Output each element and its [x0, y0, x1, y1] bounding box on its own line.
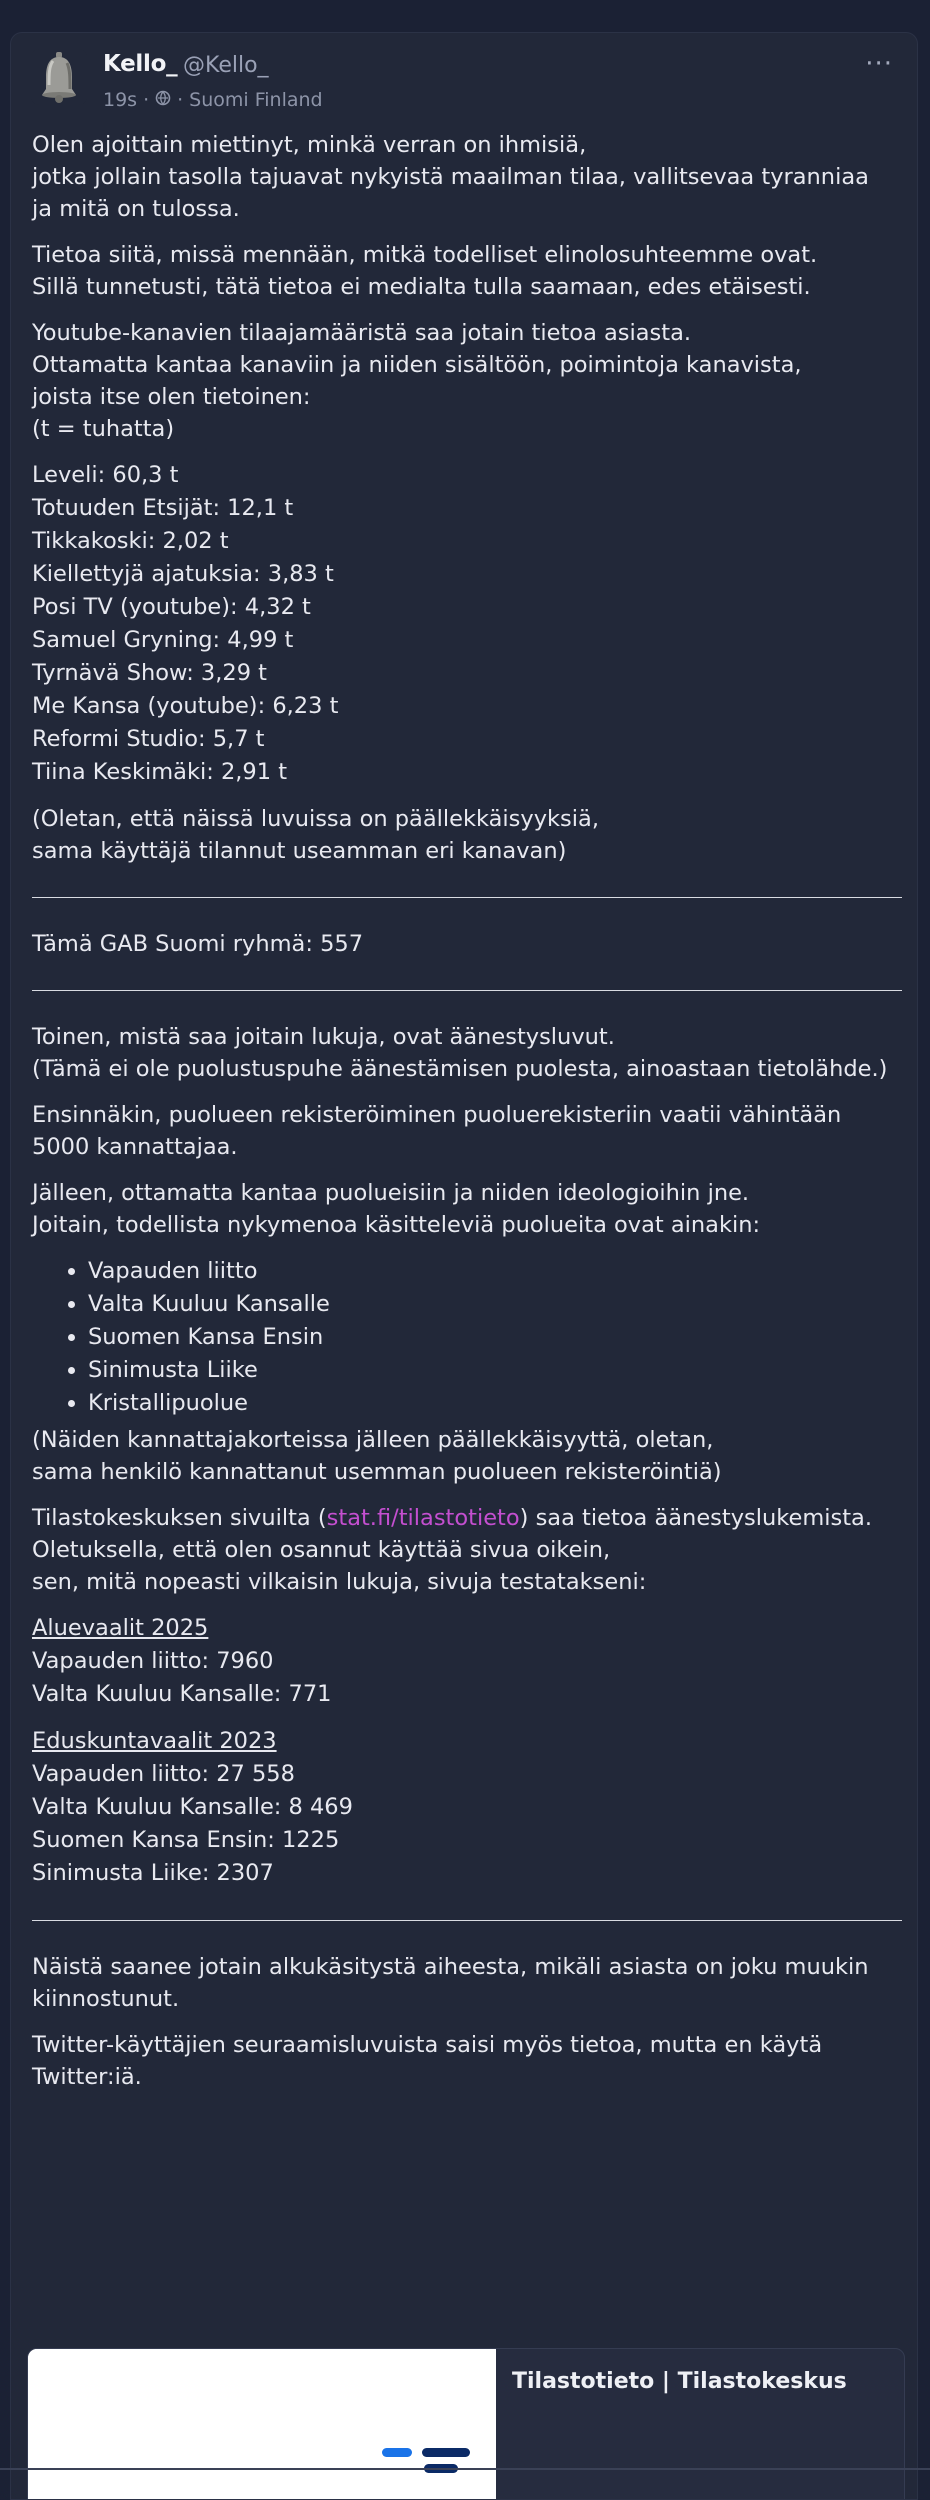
stats-paragraph [32, 1502, 902, 1598]
channel-item: Posi TV (youtube): 4,32 t [32, 594, 311, 620]
link-preview-card[interactable] [27, 2348, 905, 2500]
channel-item: Reformi Studio: 5,7 t [32, 726, 265, 752]
result-row: Valta Kuuluu Kansalle: 8 469 [32, 1794, 353, 1820]
result-row: Valta Kuuluu Kansalle: 771 [32, 1681, 332, 1707]
overlap-note [32, 803, 902, 867]
text-line: kiinnostunut. [32, 1986, 180, 2012]
meta-separator-dot-2: · [177, 89, 184, 111]
text-line: (Oletan, että näissä luvuissa on päällekkäisyyksiä, [32, 806, 599, 832]
text-line: Sillä tunnetusti, tätä tietoa ei medialta tulla saamaan, edes etäisesti. [32, 274, 811, 300]
result-row: Sinimusta Liike: 2307 [32, 1860, 274, 1886]
intro-paragraph-1 [32, 129, 902, 225]
text-line: Jälleen, ottamatta kantaa puolueisiin ja niiden ideologioihin jne. [32, 1180, 750, 1206]
divider [32, 990, 902, 991]
meta-separator-dot: · [143, 89, 150, 111]
text-line: Joitain, todellista nykymenoa käsitteleviä puolueita ovat ainakin: [32, 1212, 761, 1238]
text-line: (Tämä ei ole puolustuspuhe äänestämisen puolesta, ainoastaan tietolähde.) [32, 1056, 888, 1082]
list-item: • Suomen Kansa Ensin [88, 1321, 902, 1354]
closing-paragraph-2 [32, 2029, 902, 2093]
intro-paragraph-3 [32, 317, 902, 445]
text-line: jotka jollain tasolla tajuavat nykyistä maailman tilaa, vallitsevaa tyranniaa [32, 164, 869, 190]
more-icon[interactable]: ··· [865, 49, 893, 79]
text-line: sen, mitä nopeasti vilkaisin lukuja, sivuja testatakseni: [32, 1569, 647, 1595]
text-line [32, 1502, 902, 1534]
divider [32, 897, 902, 898]
text-line: Ensinnäkin, puolueen rekisteröiminen puoluerekisteriin vaatii vähintään [32, 1102, 842, 1128]
group-icon [155, 89, 171, 111]
text-line: sama henkilö kannattanut usemman puolueen rekisteröintiä) [32, 1459, 722, 1485]
post-header [11, 33, 917, 117]
text-line: Oletuksella, että olen osannut käyttää sivua oikein, [32, 1537, 611, 1563]
display-name[interactable]: Kello_ [103, 51, 178, 77]
divider [32, 1920, 902, 1921]
list-item: • Kristallipuolue [88, 1387, 902, 1420]
text-line: joista itse olen tietoinen: [32, 384, 311, 410]
text-line: (t = tuhatta) [32, 416, 175, 442]
aluevaalit-section [32, 1612, 902, 1711]
text-line: Twitter:iä. [32, 2064, 142, 2090]
channel-item: Me Kansa (youtube): 6,23 t [32, 693, 339, 719]
result-row: Vapauden liitto: 7960 [32, 1648, 274, 1674]
channel-item: Tyrnävä Show: 3,29 t [32, 660, 267, 686]
text-line: Näistä saanee jotain alkukäsitystä aiheesta, mikäli asiasta on joku muukin [32, 1954, 869, 1980]
aluevaalit-heading: Aluevaalit 2025 [32, 1615, 209, 1641]
channel-item: Leveli: 60,3 t [32, 462, 179, 488]
post-time[interactable]: 19s [103, 89, 138, 111]
text-line: Toinen, mistä saa joitain lukuja, ovat äänestysluvut. [32, 1024, 615, 1050]
channel-item: Tiina Keskimäki: 2,91 t [32, 759, 288, 785]
text-line: Youtube-kanavien tilaajamääristä saa jotain tietoa asiasta. [32, 320, 692, 346]
text-line: Olen ajoittain miettinyt, minkä verran on ihmisiä, [32, 132, 587, 158]
post-body [32, 129, 902, 2107]
votes-paragraph-2 [32, 1099, 902, 1163]
text-line: (Näiden kannattajakorteissa jälleen päällekkäisyyttä, oletan, [32, 1427, 714, 1453]
user-handle[interactable]: @Kello_ [183, 53, 269, 78]
eduskuntavaalit-heading: Eduskuntavaalit 2023 [32, 1728, 277, 1754]
list-item: • Vapauden liitto [88, 1255, 902, 1288]
stat-fi-link[interactable]: stat.fi/tilastotieto [326, 1505, 520, 1531]
party-list [32, 1255, 902, 1420]
bell-avatar-icon[interactable] [31, 49, 87, 105]
intro-paragraph-2 [32, 239, 902, 303]
post-meta [103, 89, 323, 111]
channel-list [32, 459, 902, 789]
text-line: sama käyttäjä tilannut useamman eri kanavan) [32, 838, 567, 864]
result-row: Suomen Kansa Ensin: 1225 [32, 1827, 340, 1853]
text-line: Tietoa siitä, missä mennään, mitkä todelliset elinolosuhteemme ovat. [32, 242, 818, 268]
group-name[interactable]: Suomi Finland [189, 89, 323, 111]
post-card [10, 32, 918, 2500]
text-line: ja mitä on tulossa. [32, 196, 240, 222]
text-line: Ottamatta kantaa kanaviin ja niiden sisältöön, poimintoja kanavista, [32, 352, 802, 378]
stats-text-before: Tilastokeskuksen sivuilta ( [32, 1505, 327, 1531]
channel-item: Samuel Gryning: 4,99 t [32, 627, 294, 653]
link-preview-title[interactable]: Tilastotieto | Tilastokeskus [512, 2369, 847, 2394]
result-row: Vapauden liitto: 27 558 [32, 1761, 295, 1787]
link-preview-image[interactable] [28, 2349, 496, 2500]
eduskuntavaalit-section [32, 1725, 902, 1890]
bottom-divider [0, 2468, 930, 2470]
channel-item: Totuuden Etsijät: 12,1 t [32, 495, 294, 521]
channel-item: Kiellettyjä ajatuksia: 3,83 t [32, 561, 334, 587]
channel-item: Tikkakoski: 2,02 t [32, 528, 229, 554]
list-item: • Sinimusta Liike [88, 1354, 902, 1387]
party-note [32, 1424, 902, 1488]
closing-paragraph-1 [32, 1951, 902, 2015]
votes-paragraph-1 [32, 1021, 902, 1085]
votes-paragraph-3 [32, 1177, 902, 1241]
group-count-line: Tämä GAB Suomi ryhmä: 557 [32, 931, 364, 957]
stats-text-after: ) saa tietoa äänestyslukemista. [519, 1505, 872, 1531]
text-line: 5000 kannattajaa. [32, 1134, 238, 1160]
list-item: • Valta Kuuluu Kansalle [88, 1288, 902, 1321]
preview-logo-icon [28, 2349, 496, 2500]
text-line: Twitter-käyttäjien seuraamisluvuista saisi myös tietoa, mutta en käytä [32, 2032, 823, 2058]
